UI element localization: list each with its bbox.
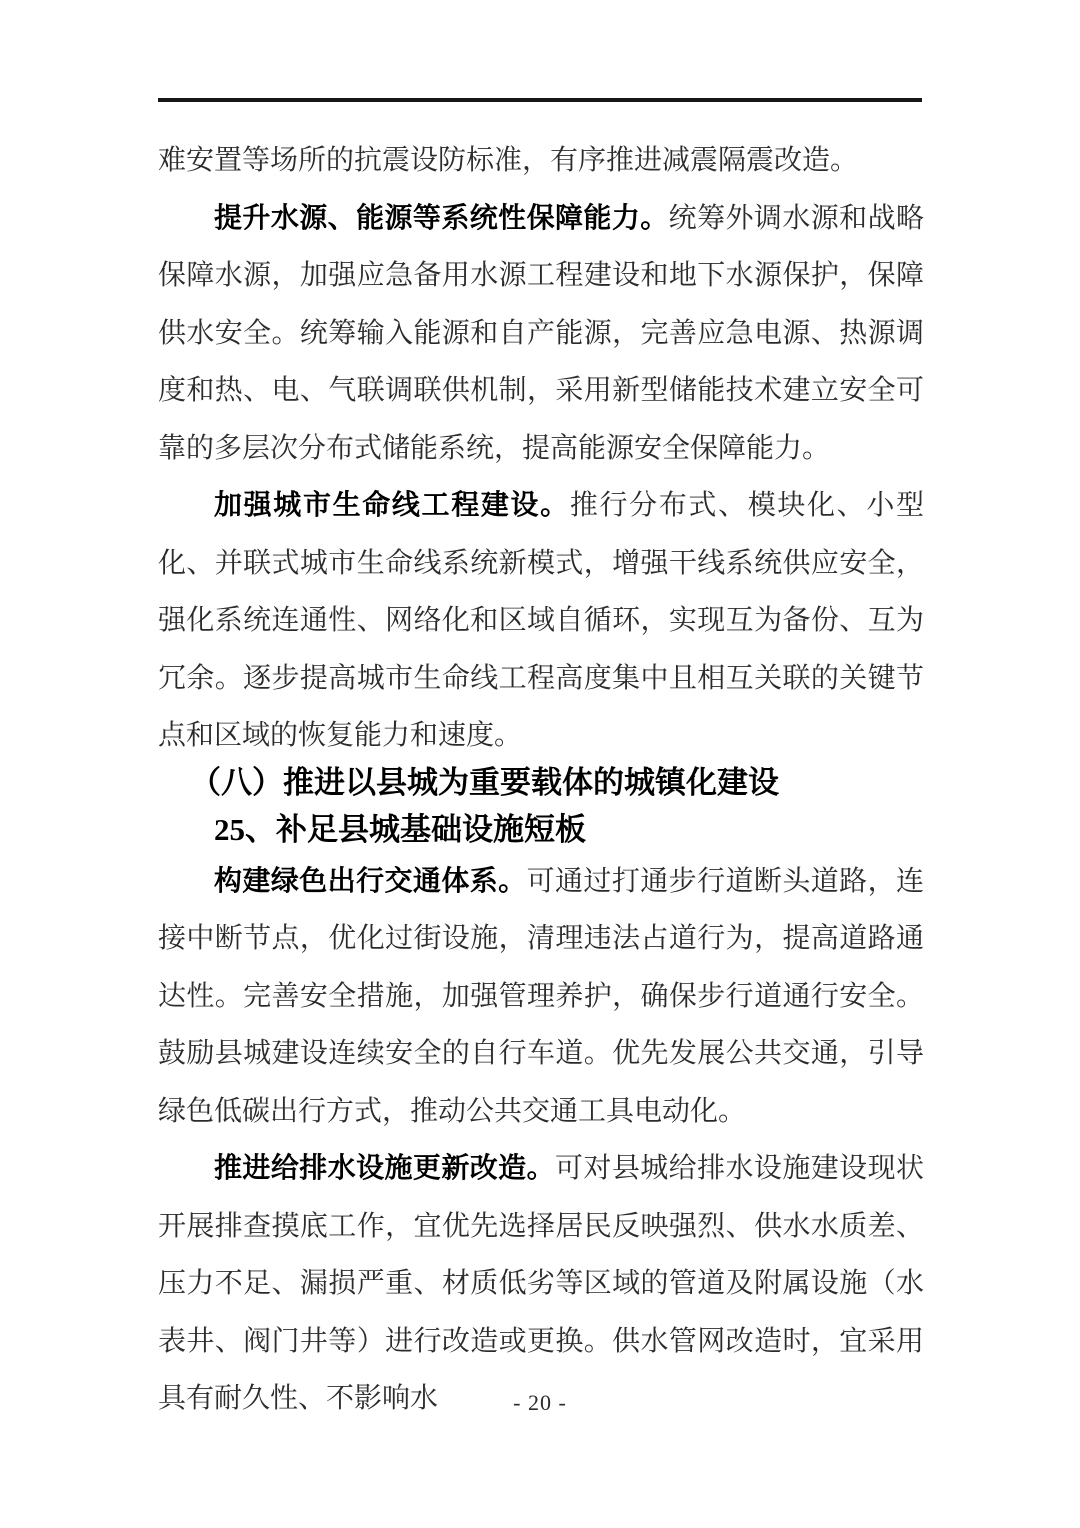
section-heading: （八）推进以县城为重要载体的城镇化建设 — [190, 764, 779, 800]
paragraph-lead-bold: 推进给排水设施更新改造。 — [214, 1153, 555, 1184]
paragraph-lead-bold: 构建绿色出行交通体系。 — [214, 865, 527, 897]
continuation-paragraph: 难安置等场所的抗震设防标准，有序推进减震隔震改造。 — [158, 145, 859, 176]
header-rule — [158, 98, 922, 102]
paragraph-water-energy — [158, 190, 924, 478]
paragraph-body-text: 可通过打通步行道断头道路，连接中断节点，优化过街设施，清理违法占道行为，提高道路通达性。完善安全措施，加强管理养护，确保步行道通行安全。鼓励县城建设连续安全的自行车道。优先发展公共交通，引导绿色低碳出行方式，推动公共交通工具电动化。 — [158, 865, 924, 1127]
paragraph-body-text: 统筹外调水源和战略保障水源，加强应急备用水源工程建设和地下水源保护，保障供水安全。统筹输入能源和自产能源，完善应急电源、热源调度和热、电、气联调联供机制，采用新型储能技术建立安全可靠的多层次分布式储能系统，提高能源安全保障能力。 — [158, 202, 924, 464]
page-number: - 20 - — [513, 1390, 567, 1415]
paragraph-lifeline-project — [158, 477, 924, 765]
paragraph-water-drainage — [158, 1140, 924, 1428]
paragraph-body-text: 可对县城给排水设施建设现状开展排查摸底工作，宜优先选择居民反映强烈、供水水质差、压力不足、漏损严重、材质低劣等区域的管道及附属设施（水表井、阀门井等）进行改造或更换。供水管网改造时，宜采用具有耐久性、不影响水 — [158, 1153, 924, 1414]
item-heading: 25、补足县城基础设施短板 — [214, 811, 586, 847]
document-body — [158, 104, 924, 1428]
paragraph-lead-bold: 加强城市生命线工程建设。 — [214, 490, 570, 521]
paragraph-green-transport — [158, 853, 924, 1141]
paragraph-lead-bold: 提升水源、能源等系统性保障能力。 — [214, 202, 669, 234]
paragraph-body-text: 推行分布式、模块化、小型化、并联式城市生命线系统新模式，增强干线系统供应安全，强化系统连通性、网络化和区域自循环，实现互为备份、互为冗余。逐步提高城市生命线工程高度集中且相互关联的关键节点和区域的恢复能力和速度。 — [158, 490, 924, 751]
